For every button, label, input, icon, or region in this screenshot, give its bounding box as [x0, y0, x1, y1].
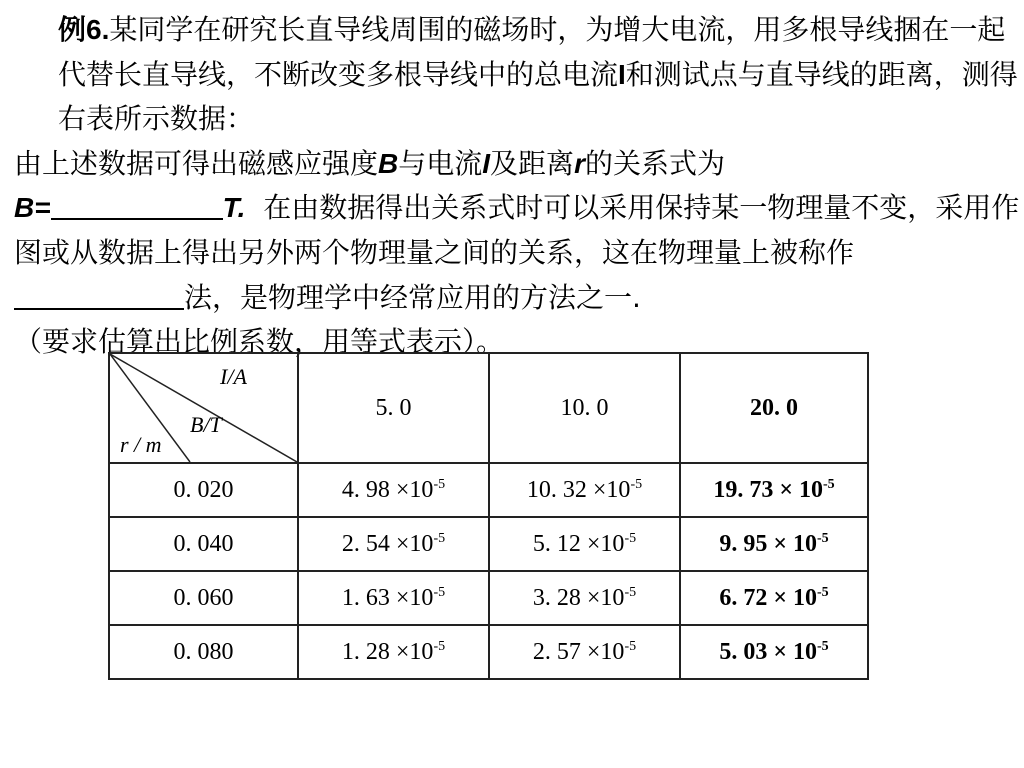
distance-cell: 0. 020 — [109, 463, 298, 517]
var-i: I — [618, 58, 626, 90]
paragraph-1-text: 某同学在研究长直导线周围的磁场时，为增大电流，用多根导线捆在一起代替长直导线，不断改变多根导线中的总电流 — [58, 13, 1006, 91]
paragraph-2-d: 的关系式为 — [584, 146, 725, 180]
var-b: B — [378, 147, 399, 179]
value-cell — [489, 463, 680, 517]
corner-cell — [109, 353, 298, 463]
table-row — [109, 517, 868, 571]
value-mantissa: 1. 28 ×10 — [341, 638, 434, 665]
value-mantissa: 4. 98 ×10 — [341, 476, 434, 503]
problem-text — [14, 8, 1020, 365]
value-exponent: -5 — [624, 638, 637, 654]
unit-t: T. — [222, 192, 246, 224]
current-header-3: 20. 0 — [680, 353, 868, 463]
value-mantissa: 1. 63 ×10 — [341, 584, 434, 611]
value-cell — [680, 463, 868, 517]
paragraph-1-end: 和测试点与直导线的距离，测得右表所示数据： — [58, 57, 1018, 136]
value-cell — [680, 517, 868, 571]
value-mantissa: 5. 12 ×10 — [532, 530, 625, 557]
value-exponent: -5 — [624, 530, 637, 546]
value-exponent: -5 — [817, 584, 829, 600]
paragraph-1 — [14, 8, 1020, 142]
value-mantissa: 2. 57 ×10 — [532, 638, 625, 665]
distance-axis-label: r / m — [120, 432, 162, 457]
value-cell — [298, 517, 489, 571]
value-mantissa: 6. 72 × 10 — [719, 584, 817, 611]
table-row — [109, 463, 868, 517]
paragraph-2 — [14, 142, 1020, 187]
answer-blank-method[interactable] — [14, 278, 184, 310]
paragraph-3-b: 法，是物理学中经常应用的方法之一. — [184, 280, 641, 314]
current-header-2: 10. 0 — [489, 353, 680, 463]
value-cell — [489, 571, 680, 625]
value-exponent: -5 — [823, 476, 835, 492]
paragraph-2-b: 与电流 — [398, 146, 483, 180]
value-cell — [298, 463, 489, 517]
answer-blank-formula[interactable] — [51, 188, 223, 220]
value-exponent: -5 — [817, 530, 829, 546]
var-i-2: I — [482, 147, 491, 179]
value-cell — [298, 571, 489, 625]
value-mantissa: 10. 32 ×10 — [526, 476, 631, 503]
table-row — [109, 571, 868, 625]
value-exponent: -5 — [630, 476, 643, 492]
paragraph-2-a: 由上述数据可得出磁感应强度 — [14, 146, 379, 180]
current-header-1: 5. 0 — [298, 353, 489, 463]
value-mantissa: 2. 54 ×10 — [341, 530, 434, 557]
distance-cell: 0. 060 — [109, 571, 298, 625]
field-axis-label: B/T — [190, 412, 222, 437]
paragraph-3 — [14, 186, 1020, 320]
b-equation: B= — [14, 192, 51, 224]
table-row — [109, 625, 868, 679]
problem-label: 例6. — [58, 14, 110, 45]
value-cell — [489, 625, 680, 679]
value-exponent: -5 — [817, 638, 829, 654]
value-exponent: -5 — [433, 530, 446, 546]
value-exponent: -5 — [433, 584, 446, 600]
value-cell — [298, 625, 489, 679]
value-cell — [680, 571, 868, 625]
paragraph-2-c: 及距离 — [490, 146, 575, 180]
paragraph-4: （要求估算出比例系数，用等式表示）。 — [14, 325, 505, 359]
value-cell — [680, 625, 868, 679]
table-header-row — [109, 353, 868, 463]
value-mantissa: 5. 03 × 10 — [719, 638, 817, 665]
value-exponent: -5 — [624, 584, 637, 600]
distance-cell: 0. 080 — [109, 625, 298, 679]
value-mantissa: 9. 95 × 10 — [719, 530, 817, 557]
value-mantissa: 19. 73 × 10 — [713, 476, 823, 503]
current-axis-label: I/A — [220, 364, 247, 389]
paragraph-3-a: 在由数据得出关系式时可以采用保持某一物理量不变，采用作图或从数据上得出另外两个物理量之间的关系，这在物理量上被称作 — [14, 191, 1020, 269]
var-r: r — [574, 147, 585, 179]
distance-cell: 0. 040 — [109, 517, 298, 571]
value-mantissa: 3. 28 ×10 — [532, 584, 625, 611]
value-cell — [489, 517, 680, 571]
value-exponent: -5 — [433, 638, 446, 654]
data-table — [108, 352, 869, 680]
value-exponent: -5 — [433, 476, 446, 492]
